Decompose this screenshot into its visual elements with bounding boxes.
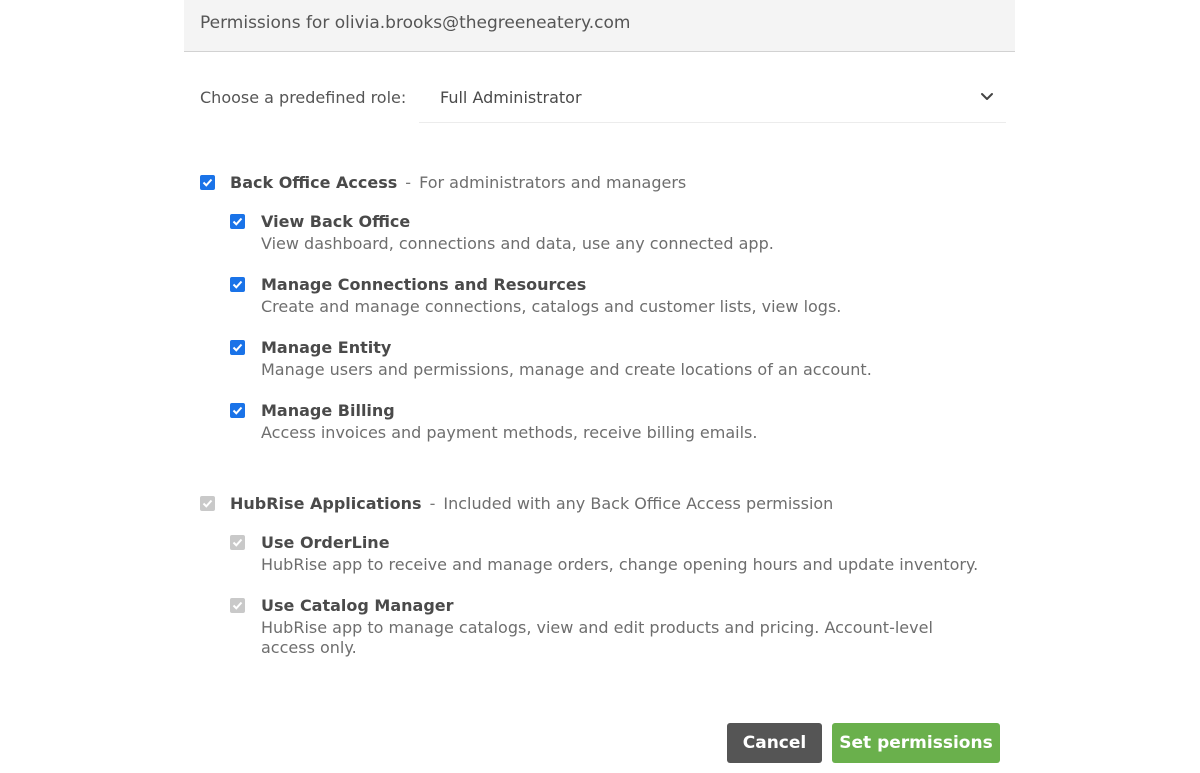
permission-manage-billing <box>261 401 991 443</box>
back-office-checkbox[interactable] <box>200 175 215 190</box>
manage-connections-checkbox[interactable] <box>230 277 245 292</box>
role-row <box>200 86 1006 123</box>
check-icon <box>202 177 213 188</box>
permission-title: Use Catalog Manager <box>261 596 454 615</box>
set-permissions-button[interactable]: Set permissions <box>832 723 1000 763</box>
role-select-value: Full Administrator <box>440 88 582 107</box>
hubrise-apps-group-title <box>230 494 833 513</box>
hubrise-apps-description: Included with any Back Office Access permission <box>443 494 834 513</box>
manage-entity-checkbox[interactable] <box>230 340 245 355</box>
permission-use-catalog-manager <box>261 596 991 658</box>
check-icon <box>232 216 243 227</box>
permission-title: View Back Office <box>261 212 411 231</box>
check-icon <box>232 600 243 611</box>
modal-title: Permissions for olivia.brooks@thegreeneatery.com <box>200 13 631 33</box>
permission-description: Manage users and permissions, manage and create locations of an account. <box>261 360 872 379</box>
cancel-button[interactable]: Cancel <box>727 723 822 763</box>
permissions-modal <box>184 0 1015 773</box>
chevron-down-icon <box>978 88 996 106</box>
permission-use-orderline <box>261 533 991 575</box>
permission-description: HubRise app to manage catalogs, view and edit products and pricing. Account-level access only. <box>261 618 933 657</box>
permission-title: Use OrderLine <box>261 533 390 552</box>
use-orderline-checkbox <box>230 535 245 550</box>
permission-description: HubRise app to receive and manage orders, change opening hours and update inventory. <box>261 555 979 574</box>
back-office-description: For administrators and managers <box>419 173 687 192</box>
permission-title: Manage Billing <box>261 401 395 420</box>
check-icon <box>202 498 213 509</box>
manage-billing-checkbox[interactable] <box>230 403 245 418</box>
permission-view-back-office <box>261 212 991 254</box>
permission-title: Manage Entity <box>261 338 392 357</box>
back-office-group-title <box>230 173 686 192</box>
hubrise-apps-separator: - <box>429 494 436 513</box>
view-back-office-checkbox[interactable] <box>230 214 245 229</box>
hubrise-apps-name: HubRise Applications <box>230 494 422 513</box>
check-icon <box>232 405 243 416</box>
permission-description: Access invoices and payment methods, receive billing emails. <box>261 423 758 442</box>
permission-description: Create and manage connections, catalogs and customer lists, view logs. <box>261 297 842 316</box>
permission-description: View dashboard, connections and data, use any connected app. <box>261 234 774 253</box>
hubrise-apps-checkbox <box>200 496 215 511</box>
modal-header <box>184 0 1015 52</box>
use-catalog-manager-checkbox <box>230 598 245 613</box>
permission-manage-entity <box>261 338 991 380</box>
back-office-separator: - <box>405 173 412 192</box>
check-icon <box>232 342 243 353</box>
check-icon <box>232 279 243 290</box>
check-icon <box>232 537 243 548</box>
permission-manage-connections <box>261 275 991 317</box>
role-select[interactable] <box>419 86 1006 123</box>
back-office-name: Back Office Access <box>230 173 398 192</box>
role-label: Choose a predefined role: <box>200 88 407 107</box>
permission-title: Manage Connections and Resources <box>261 275 587 294</box>
